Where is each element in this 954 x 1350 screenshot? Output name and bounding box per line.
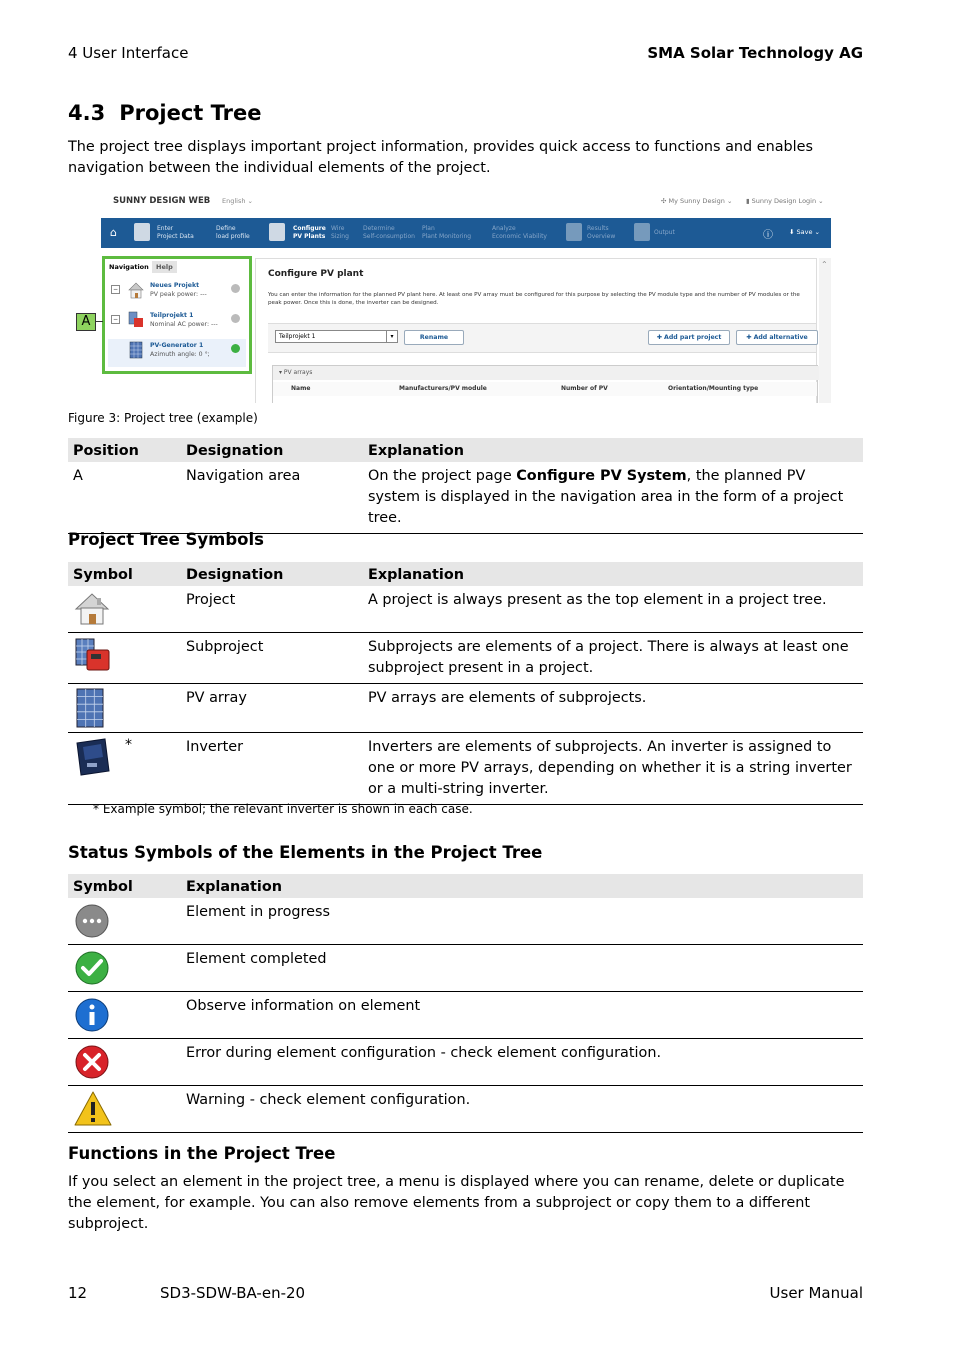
section-number: 4.3 <box>68 101 106 125</box>
step-icon <box>566 223 582 241</box>
table-footnote: * Example symbol; the relevant inverter is shown in each case. <box>93 802 473 816</box>
inverter-icon <box>73 737 113 777</box>
tree-item-subproject <box>108 309 246 337</box>
step-enter-project: Enter Project Data <box>157 225 194 240</box>
explanation-cell: PV arrays are elements of subprojects. <box>363 684 863 733</box>
save-menu: ⬇ Save ⌄ <box>789 228 820 236</box>
figure-caption: Figure 3: Project tree (example) <box>68 411 258 425</box>
symbol-cell <box>68 992 181 1039</box>
symbol-cell <box>68 586 181 633</box>
explanation-cell: Error during element configuration - check element configuration. <box>181 1039 863 1086</box>
position-cell: A <box>68 462 181 534</box>
column-header: Explanation <box>181 874 863 898</box>
explanation-cell: Inverters are elements of subprojects. An inverter is assigned to one or more PV arrays, depending on whether it is a string inverter or a multi-string inverter. <box>363 733 863 805</box>
symbols-table <box>68 562 863 805</box>
collapse-icon: − <box>112 316 119 323</box>
step-self-consumption: Determine Self-consumption <box>363 225 415 240</box>
symbol-cell <box>68 898 181 945</box>
add-part-project-button: ✚ Add part project <box>648 330 730 345</box>
home-icon: ⌂ <box>110 226 117 239</box>
project-house-icon <box>73 590 111 628</box>
pv-arrays-header: ▾ PV arrays <box>273 366 823 380</box>
error-x-icon <box>73 1043 111 1081</box>
subproject-icon <box>73 637 113 673</box>
step-configure-pv: Configure PV Plants <box>293 225 326 240</box>
symbol-cell <box>68 1039 181 1086</box>
position-table <box>68 438 863 534</box>
column-header: Explanation <box>363 438 863 462</box>
column-header: Manufacturers/PV module <box>399 385 487 392</box>
table-row <box>68 586 863 633</box>
step-output: Output <box>654 229 675 236</box>
language-select: English ⌄ <box>222 197 253 205</box>
login-link: ▮ Sunny Design Login ⌄ <box>746 197 824 205</box>
footnote-mark: * <box>125 737 132 753</box>
step-results-overview: Results Overview <box>587 225 616 240</box>
warning-icon <box>73 1090 113 1128</box>
subproject-select: Teilprojekt 1 ▾ <box>275 330 398 343</box>
designation-cell: Inverter <box>181 733 363 805</box>
tree-label: Teilprojekt 1 <box>150 312 194 319</box>
column-header: Number of PV <box>561 385 608 392</box>
column-header: Designation <box>181 438 363 462</box>
symbol-cell <box>68 733 181 805</box>
project-tree-screenshot <box>101 186 831 403</box>
designation-cell: Subproject <box>181 633 363 684</box>
app-step-navigation <box>101 218 831 248</box>
table-row <box>68 898 863 945</box>
step-icon <box>134 223 150 241</box>
table-row <box>68 684 863 733</box>
step-economic-viability: Analyze Economic Viability <box>492 225 547 240</box>
running-header-company: SMA Solar Technology AG <box>647 44 863 62</box>
completed-check-icon <box>73 949 111 987</box>
tree-label: PV-Generator 1 <box>150 342 204 349</box>
column-header: Orientation/Mounting type <box>668 385 759 392</box>
pv-array-icon <box>128 341 144 359</box>
explanation-cell: Subprojects are elements of a project. There is always at least one subproject present in a project. <box>363 633 863 684</box>
explanation-cell: On the project page Configure PV System, the planned PV system is displayed in the navigation area in the form of a project tree. <box>363 462 863 534</box>
symbol-cell <box>68 1086 181 1133</box>
panel-description: You can enter the information for the planned PV plant here. At least one PV array must be configured for this purpose by selecting the PV module type and the number of PV modules or the peak power. Once this is done, the inverter can be designed. <box>268 292 800 306</box>
tree-sublabel: PV peak power: --- <box>150 291 207 298</box>
pv-arrays-box <box>272 365 818 403</box>
page-number: 12 <box>68 1284 88 1302</box>
explanation-cell: Warning - check element configuration. <box>181 1086 863 1133</box>
column-header: Position <box>68 438 181 462</box>
app-brand: SUNNY DESIGN WEB <box>113 196 211 206</box>
subproject-icon <box>128 311 144 329</box>
rename-button: Rename <box>404 330 464 345</box>
info-circle-icon: ⓘ <box>763 230 773 241</box>
column-header: Designation <box>181 562 363 586</box>
table-row <box>68 945 863 992</box>
step-wire-sizing: Wire Sizing <box>331 225 349 240</box>
explanation-cell: Observe information on element <box>181 992 863 1039</box>
panel-scrollbar: ⌃ <box>819 258 831 403</box>
in-progress-icon <box>231 314 240 323</box>
project-house-icon <box>128 281 144 299</box>
navigation-area <box>102 256 252 374</box>
section-heading <box>68 101 261 125</box>
table-row <box>68 633 863 684</box>
tree-sublabel: Nominal AC power: --- <box>150 321 218 328</box>
my-sunny-design-link: ✣ My Sunny Design ⌄ <box>661 197 733 205</box>
in-progress-icon <box>231 284 240 293</box>
pv-array-icon <box>73 688 107 728</box>
panel-toolbar <box>268 323 816 353</box>
tree-item-project <box>108 279 246 307</box>
column-header: Explanation <box>363 562 863 586</box>
callout-line <box>95 321 103 322</box>
explanation-cell: Element completed <box>181 945 863 992</box>
app-top-bar <box>101 186 831 219</box>
table-header-row <box>68 562 863 586</box>
table-row <box>68 1039 863 1086</box>
designation-cell: PV array <box>181 684 363 733</box>
collapse-icon: − <box>112 286 119 293</box>
info-icon <box>73 996 111 1034</box>
explanation-cell: A project is always present as the top element in a project tree. <box>363 586 863 633</box>
intro-paragraph: The project tree displays important project information, provides quick access to functions and enables navigation between the individual elements of the project. <box>68 139 814 176</box>
table-header-row <box>68 874 863 898</box>
add-alternative-button: ✚ Add alternative <box>736 330 818 345</box>
table-row <box>68 462 863 534</box>
tab-navigation: Navigation <box>105 261 153 273</box>
step-plant-monitoring: Plan Plant Monitoring <box>422 225 472 240</box>
table-header-row <box>68 438 863 462</box>
configure-panel <box>255 258 817 403</box>
tree-label: Neues Projekt <box>150 282 200 289</box>
column-header: Symbol <box>68 562 181 586</box>
table-row <box>68 1086 863 1133</box>
designation-cell: Project <box>181 586 363 633</box>
column-header: Name <box>291 385 311 392</box>
symbol-cell <box>68 945 181 992</box>
symbol-cell <box>68 684 181 733</box>
tree-item-pv-generator <box>108 339 246 367</box>
designation-cell: Navigation area <box>181 462 363 534</box>
explanation-cell: Element in progress <box>181 898 863 945</box>
in-progress-icon <box>73 902 111 940</box>
document-id: SD3-SDW-BA-en-20 <box>160 1284 306 1302</box>
step-icon <box>269 223 285 241</box>
symbol-cell <box>68 633 181 684</box>
step-icon <box>634 223 650 241</box>
table-row <box>68 992 863 1039</box>
table-row <box>68 733 863 805</box>
tab-help: Help <box>152 261 177 273</box>
panel-title: Configure PV plant <box>268 269 364 279</box>
pv-arrays-columns <box>273 382 817 396</box>
functions-paragraph: If you select an element in the project tree, a menu is displayed where you can rename, delete or duplicate the element, for example. You can also remove elements from a subproject or copy them to a different subproject. <box>68 1174 845 1232</box>
symbols-heading: Project Tree Symbols <box>68 530 264 549</box>
running-header-chapter: 4 User Interface <box>68 44 189 62</box>
status-symbols-table <box>68 874 863 1133</box>
manual-type: User Manual <box>769 1284 863 1302</box>
step-load-profile: Define load profile <box>216 225 250 240</box>
tree-sublabel: Azimuth angle: 0 °; <box>150 351 210 358</box>
callout-marker-a: A <box>76 313 96 331</box>
column-header: Symbol <box>68 874 181 898</box>
completed-check-icon <box>231 344 240 353</box>
functions-heading: Functions in the Project Tree <box>68 1144 336 1163</box>
section-title: Project Tree <box>119 101 262 125</box>
status-symbols-heading: Status Symbols of the Elements in the Project Tree <box>68 843 543 862</box>
